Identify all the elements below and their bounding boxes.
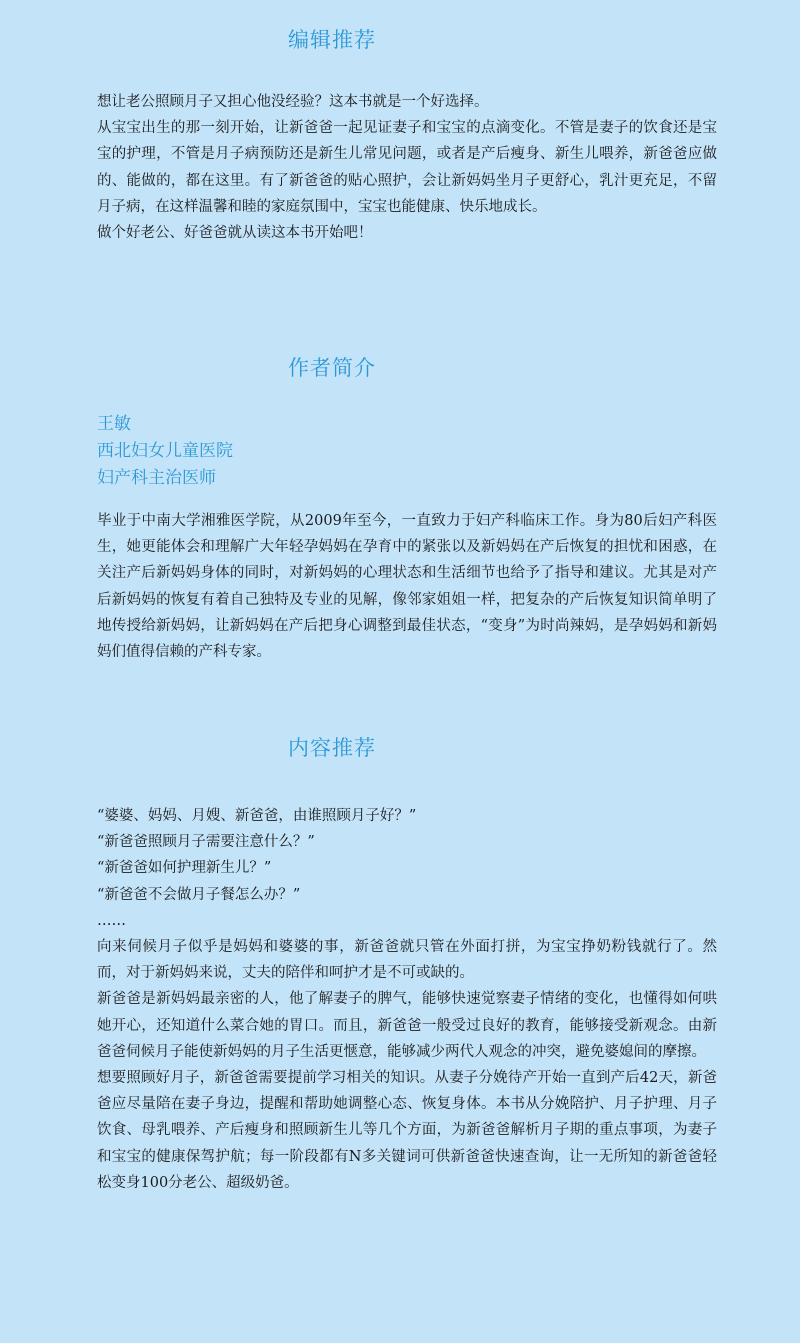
author-bio-body [97,508,717,665]
editor-recommendation-title: 编辑推荐 [288,28,376,52]
content-paragraph-2: 新爸爸是新妈妈最亲密的人，他了解妻子的脾气，能够快速觉察妻子情绪的变化，也懂得如何哄她开心，还知道什么菜合她的胃口。而且，新爸爸一般受过良好的教育，能够接受新观念。由新爸爸伺候月子能使新妈妈的月子生活更惬意，能够减少两代人观念的冲突，避免婆媳间的摩擦。 [97,991,717,1060]
question-2: “新爸爸照顾月子需要注意什么？” [97,834,315,851]
author-intro-title: 作者简介 [288,356,376,380]
content-recommendation-body [97,803,717,1196]
author-name: 王敏 [97,414,131,434]
editor-recommendation-body [97,89,717,246]
content-paragraph-1: 向来伺候月子似乎是妈妈和婆婆的事，新爸爸就只管在外面打拼，为宝宝挣奶粉钱就行了。然而，对于新妈妈来说，丈夫的陪伴和呵护才是不可或缺的。 [97,939,717,982]
question-4: “新爸爸不会做月子餐怎么办？” [97,886,301,903]
question-3: “新爸爸如何护理新生儿？” [97,860,272,877]
question-ellipsis: …… [97,912,126,929]
content-paragraph-3: 想要照顾好月子，新爸爸需要提前学习相关的知识。从妻子分娩待产开始一直到产后42天，新爸爸应尽量陪在妻子身边，提醒和帮助她调整心态、恢复身体。本书从分娩陪护、月子护理、月子饮食、母乳喂养、产后瘦身和照顾新生儿等几个方面，为新爸爸解析月子期的重点事项，为妻子和宝宝的健康保驾护航；每一阶段都有N多关键词可供新爸爸快速查询，让一无所知的新爸爸轻松变身100分老公、超级奶爸。 [97,1070,717,1191]
question-1: “婆婆、妈妈、月嫂、新爸爸，由谁照顾月子好？” [97,808,417,824]
editor-paragraph-3: 做个好老公、好爸爸就从读这本书开始吧！ [97,225,373,242]
author-bio: 毕业于中南大学湘雅医学院，从2009年至今，一直致力于妇产科临床工作。身为80后妇产科医生，她更能体会和理解广大年轻孕妈妈在孕育中的紧张以及新妈妈在产后恢复的担忧和困惑，在关注产后新妈妈身体的同时，对新妈妈的心理状态和生活细节也给予了指导和建议。尤其是对产后新妈妈的恢复有着自己独特及专业的见解，像邻家姐姐一样，把复杂的产后恢复知识简单明了地传授给新妈妈，让新妈妈在产后把身心调整到最佳状态，“变身”为时尚辣妈，是孕妈妈和新妈妈们值得信赖的产科专家。 [97,513,717,661]
author-hospital: 西北妇女儿童医院 [97,441,233,461]
editor-paragraph-2: 从宝宝出生的那一刻开始，让新爸爸一起见证妻子和宝宝的点滴变化。不管是妻子的饮食还是宝宝的护理，不管是月子病预防还是新生儿常见问题，或者是产后瘦身、新生儿喂养，新爸爸应做的、能做的，都在这里。有了新爸爸的贴心照护，会让新妈妈坐月子更舒心，乳汁更充足，不留月子病，在这样温馨和睦的家庭氛围中，宝宝也能健康、快乐地成长。 [97,120,717,215]
author-info [97,411,233,492]
author-position: 妇产科主治医师 [97,468,216,488]
content-recommendation-title: 内容推荐 [288,736,376,760]
editor-paragraph-1: 想让老公照顾月子又担心他没经验？这本书就是一个好选择。 [97,94,489,110]
